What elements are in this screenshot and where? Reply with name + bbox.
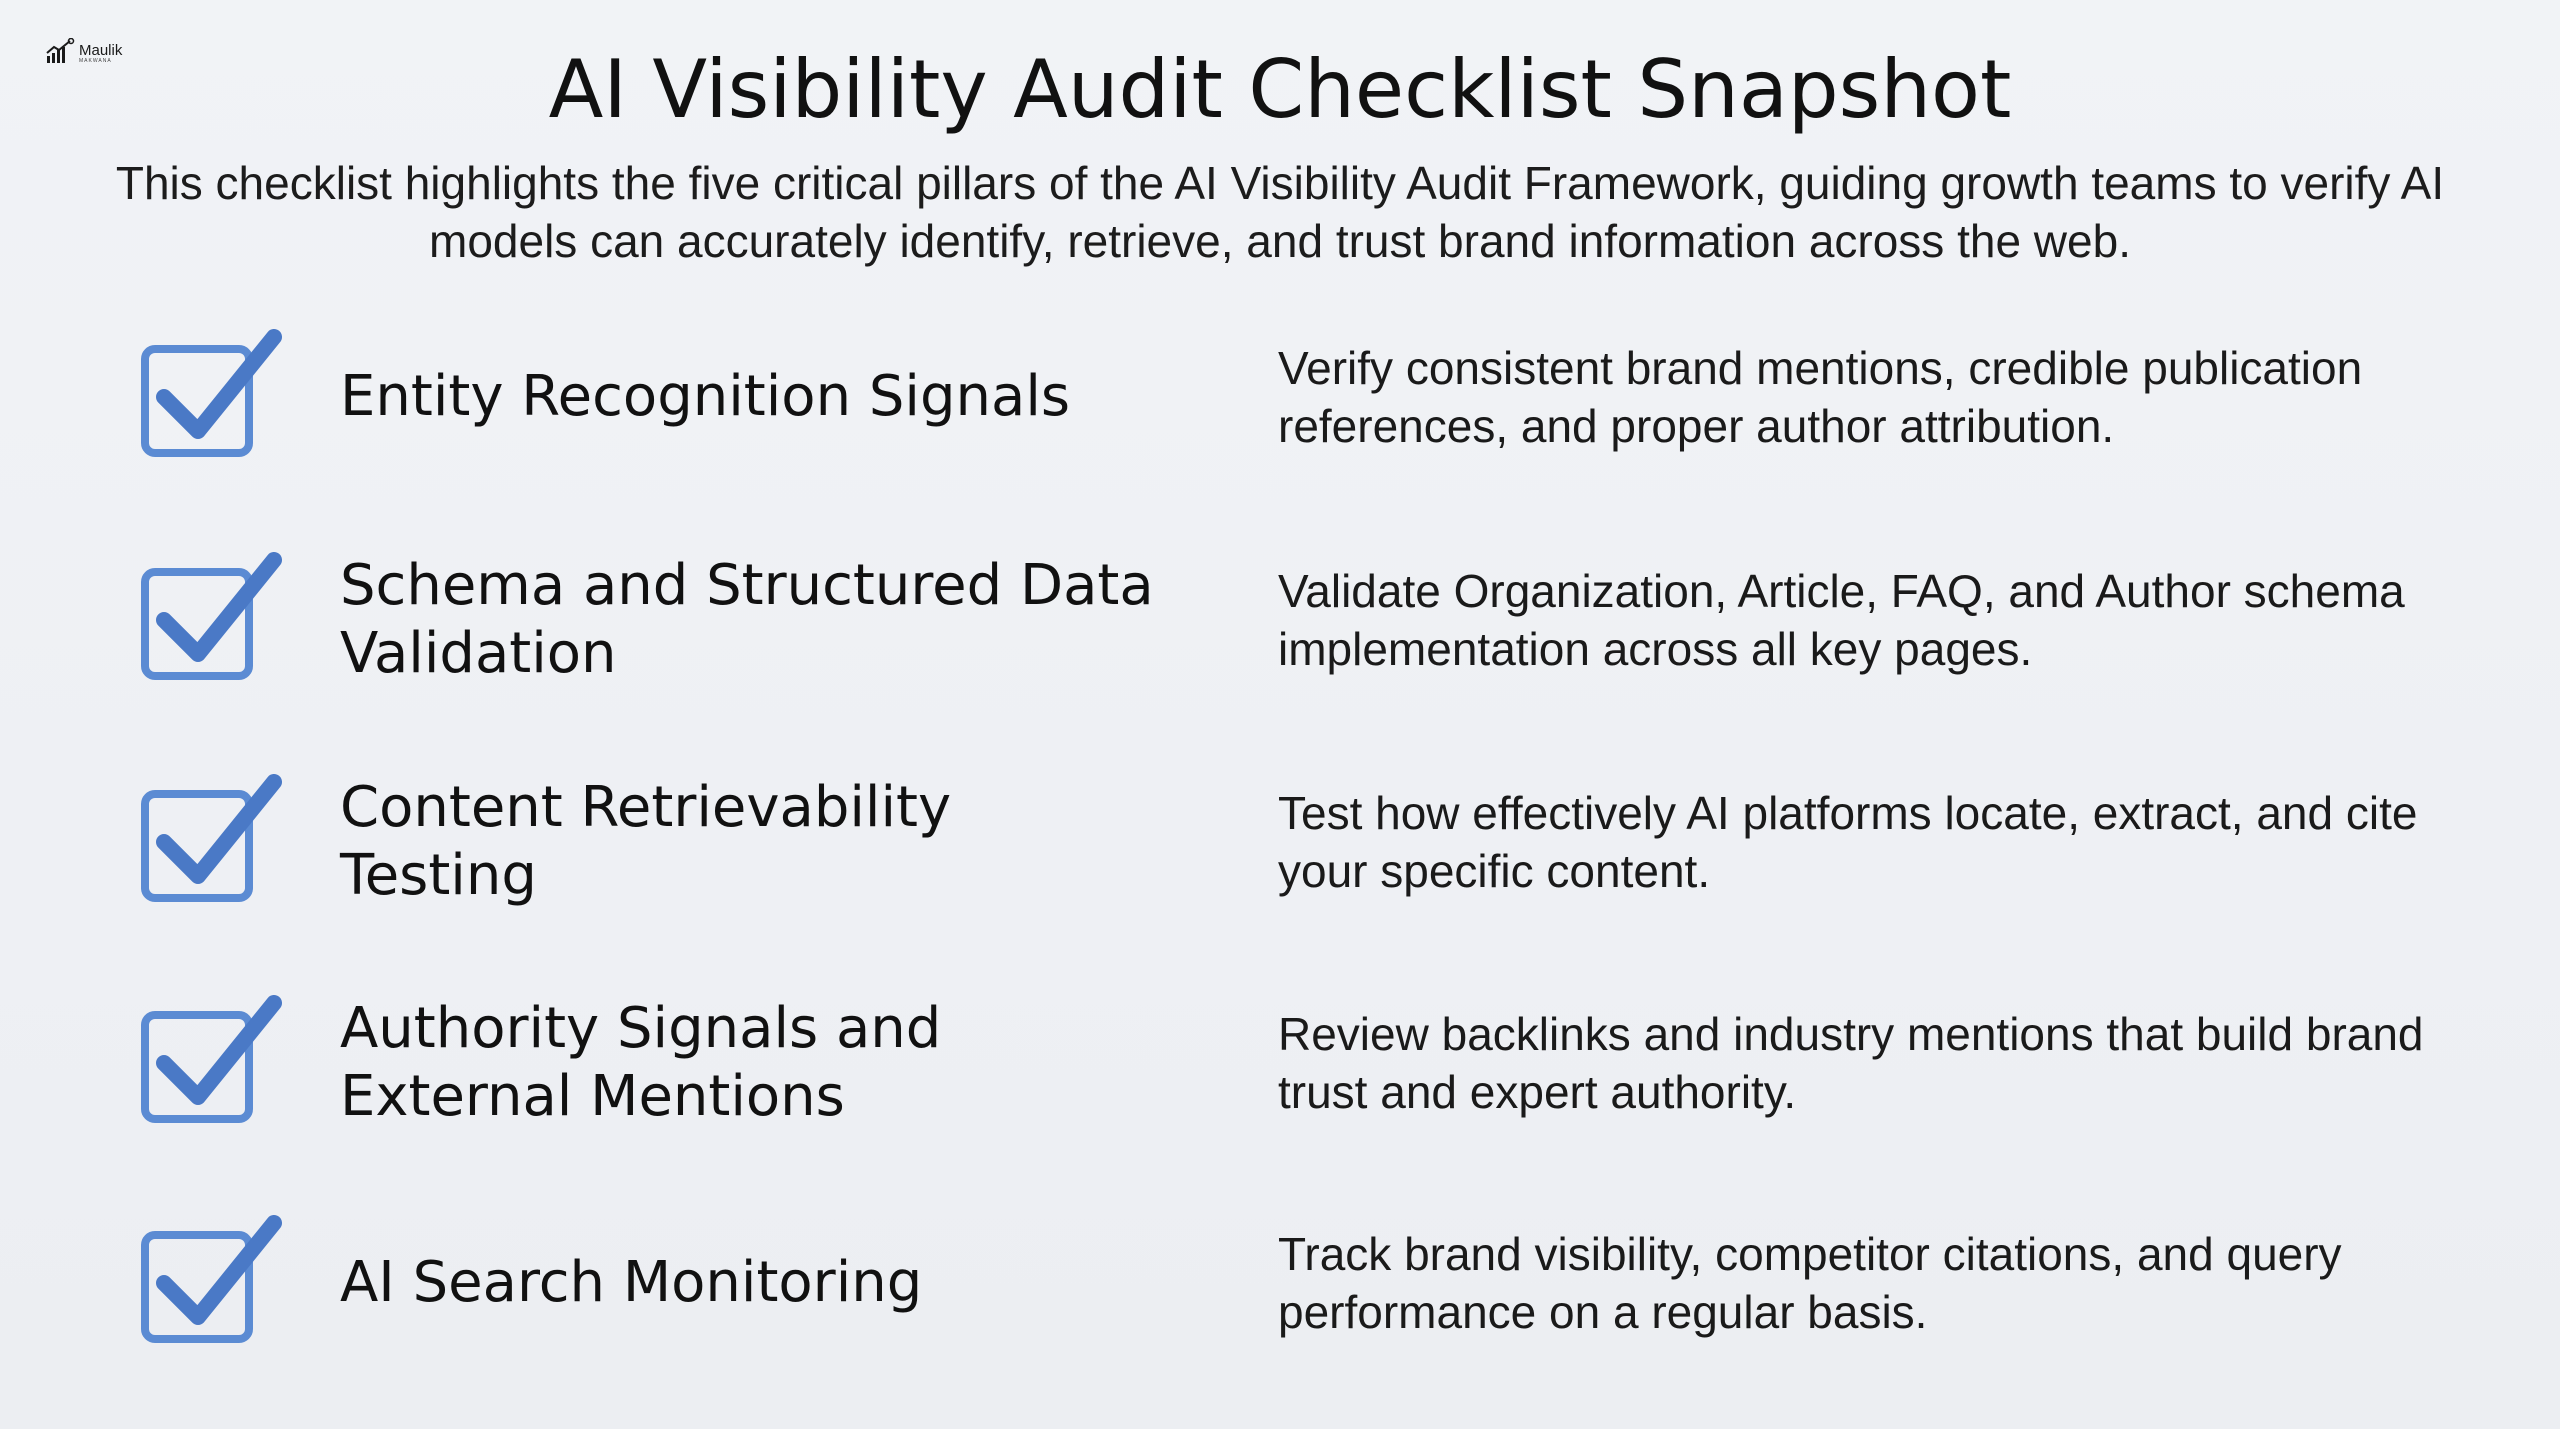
checkbox-checked-icon <box>140 993 285 1128</box>
checklist-item-description: Review backlinks and industry mentions that build brand trust and expert authority. <box>1278 1008 2424 1118</box>
checklist-item-content-retrievability <box>0 742 2560 942</box>
checklist-item-title: AI Search Monitoring <box>340 1250 923 1315</box>
checkbox-checked-icon <box>140 1213 285 1348</box>
checklist-item-ai-search-monitoring <box>0 1183 2560 1383</box>
checklist-item-authority-signals <box>0 963 2560 1163</box>
checklist-item-description: Track brand visibility, competitor citations, and query performance on a regular basis. <box>1278 1228 2342 1338</box>
checklist-item-description: Verify consistent brand mentions, credible publication references, and proper author attribution. <box>1278 342 2363 452</box>
checklist-item-schema-validation <box>0 520 2560 720</box>
checklist-item-description: Test how effectively AI platforms locate, extract, and cite your specific content. <box>1278 787 2418 897</box>
checklist-item-entity-recognition <box>0 297 2560 497</box>
checkbox-checked-icon <box>140 550 285 685</box>
checklist-item-description: Validate Organization, Article, FAQ, and Author schema implementation across all key pages. <box>1278 565 2405 675</box>
checklist-item-title: Schema and Structured Data Validation <box>340 553 1154 686</box>
checklist-item-title: Entity Recognition Signals <box>340 364 1071 429</box>
checklist-item-title: Authority Signals and External Mentions <box>340 996 942 1129</box>
logo-name: Maulik <box>79 42 123 59</box>
page-subtitle: This checklist highlights the five critical pillars of the AI Visibility Audit Framework, guiding growth teams to verify AI models can accurately identify, retrieve, and trust brand information across the web. <box>115 157 2445 267</box>
checkbox-checked-icon <box>140 327 285 462</box>
page-title: AI Visibility Audit Checklist Snapshot <box>548 43 2012 136</box>
checkbox-checked-icon <box>140 772 285 907</box>
checklist-item-title: Content Retrievability Testing <box>340 775 952 908</box>
logo-subtitle: MAKWANA <box>79 58 112 64</box>
